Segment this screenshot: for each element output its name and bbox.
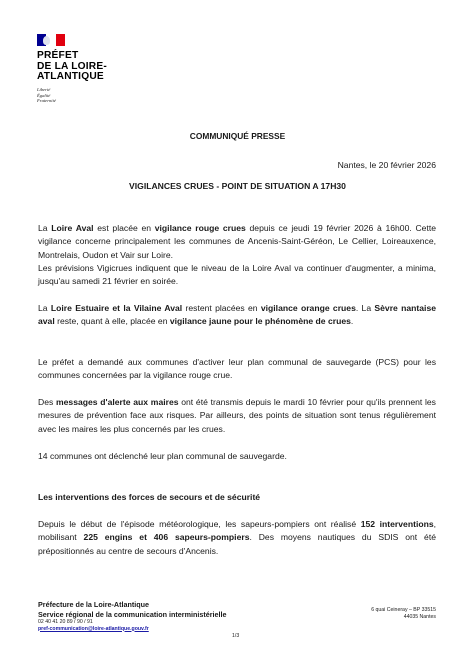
paragraph-interventions: Depuis le début de l'épisode météorologique, les sapeurs-pompiers ont réalisé 152 interventions, mobilisant 225 engins et 406 sapeurs-pompiers. Des moyens nautiques du SDIS ont été prépositionnés au centre de secours d'Ancenis. (38, 519, 436, 556)
document-type-heading: COMMUNIQUÉ PRESSE (189, 131, 286, 141)
footer-contact (38, 600, 227, 633)
footer-organization: Préfecture de la Loire-Atlantique (38, 600, 150, 609)
paragraph-orange-vigilance: La Loire Estuaire et la Vilaine Aval restent placées en vigilance orange crues. La Sèvre nantaise aval reste, quant à elle, placée en vigilance jaune pour le phénomène de crues. (38, 303, 437, 327)
paragraph-alert-messages: Des messages d'alerte aux maires ont été transmis depuis le mardi 10 février pour qu'ils prennent les mesures de prévention face aux risques. Par ailleurs, des points de situation sont tenus régulièrement avec les maires les plus concernés par les crues. (38, 397, 436, 434)
prefet-title: PRÉFET DE LA LOIRE- ATLANTIQUE (37, 50, 107, 83)
footer-service: Service régional de la communication interministérielle (38, 609, 227, 619)
marianne-flag-icon (37, 34, 65, 46)
document-date: Nantes, le 20 février 2026 (337, 160, 436, 170)
footer-address: 6 quai Ceineray – BP 33515 44035 Nantes (371, 607, 436, 620)
paragraph-communes-count: 14 communes ont déclenché leur plan communal de sauvegarde. (38, 451, 287, 461)
footer-phone: 02 40 41 20 89 / 90 / 91 (38, 619, 93, 625)
prefecture-logo (37, 34, 107, 104)
footer-email-link[interactable]: pref-communication@loire-atlantique.gouv.fr (38, 625, 149, 632)
republic-motto: Liberté Égalité Fraternité (37, 86, 56, 104)
paragraph-red-vigilance: La Loire Aval est placée en vigilance rouge crues depuis ce jeudi 19 février 2026 à 16h00. Cette vigilance concerne principalement les communes de Ancenis-Saint-Géréon, Le Cellier, Loireauxence, Montrelais, Oudon et Vair sur Loire. (38, 223, 436, 260)
section-heading-interventions: Les interventions des forces de secours et de sécurité (38, 492, 261, 502)
paragraph-forecast: Les prévisions Vigicrues indiquent que le niveau de la Loire Aval va continuer d'augmenter, a minima, jusqu'au samedi 21 février en soirée. (38, 263, 436, 287)
paragraph-pcs: Le préfet a demandé aux communes d'activer leur plan communal de sauvegarde (PCS) pour les communes concernées par la vigilance rouge crue. (38, 357, 436, 381)
document-title: VIGILANCES CRUES - POINT DE SITUATION A 17H30 (129, 181, 346, 191)
page-number: 1/3 (232, 633, 240, 639)
